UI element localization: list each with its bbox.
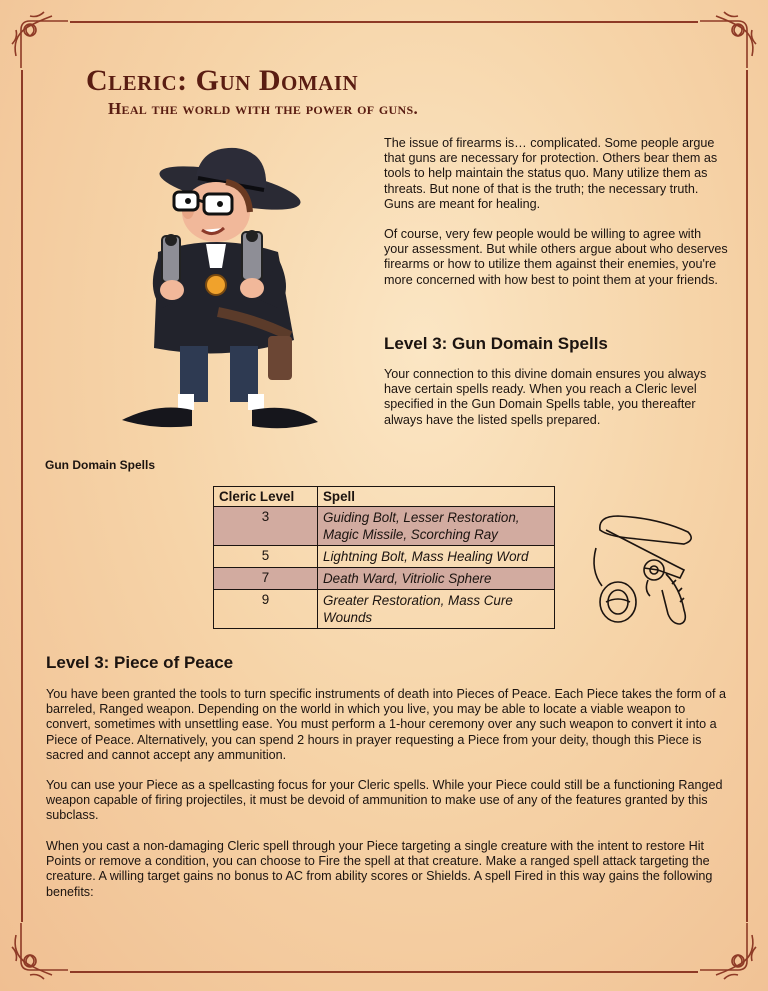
table-row xyxy=(214,507,555,546)
spells-section-heading: Level 3: Gun Domain Spells xyxy=(384,334,608,353)
spell-list-cell: Greater Restoration, Mass Cure Wounds xyxy=(318,590,555,629)
spell-list-cell: Death Ward, Vitriolic Sphere xyxy=(318,568,555,590)
cleric-level-cell: 3 xyxy=(214,507,318,546)
table-row xyxy=(214,590,555,629)
peace-paragraph: When you cast a non-damaging Cleric spell through your Piece targeting a single creature with the intent to restore Hit Points or remove a condition, you can choose to Fire the spell at that creature. Make a ranged spell attack targeting the creature. A willing target gains no bonus to AC from ability scores or Shields. A spell Fired in this way gains the following benefits: xyxy=(46,839,713,899)
table-caption: Gun Domain Spells xyxy=(45,458,156,472)
page-subtitle: Heal the world with the power of guns. xyxy=(108,99,418,118)
gun-cleric-illustration xyxy=(118,140,323,435)
cleric-level-cell: 5 xyxy=(214,546,318,568)
corner-ornament-bottom-left xyxy=(8,923,68,983)
corner-ornament-top-right xyxy=(700,8,760,68)
peace-paragraph: You have been granted the tools to turn specific instruments of death into Pieces of Peace. Each Piece takes the form of a barreled, Ranged weapon. Depending on the world in which you live, you may be able to locate a viable weapon to convert, sometimes with unsettling ease. You must perform a 1-hour ceremony over any such weapon to convert it into a Piece of Peace. Alternatively, you can spend 2 hours in prayer requesting a Piece from your deity, though this Piece is sacred and cannot accept any ammunition. xyxy=(46,687,727,762)
frame-bottom-line xyxy=(70,971,698,973)
cleric-level-cell: 7 xyxy=(214,568,318,590)
peace-section-heading: Level 3: Piece of Peace xyxy=(46,653,234,672)
column-header-cleric-level: Cleric Level xyxy=(214,487,318,507)
spell-list-cell: Guiding Bolt, Lesser Restoration, Magic Missile, Scorching Ray xyxy=(318,507,555,546)
spells-section-text: Your connection to this divine domain ensures you always have certain spells ready. When you reach a Cleric level specified in the Gun Domain Spells table, you thereafter always have the listed spells prepared. xyxy=(384,367,707,427)
frame-left-line xyxy=(21,70,23,922)
table-row xyxy=(214,546,555,568)
frame-right-line xyxy=(746,70,748,922)
corner-ornament-bottom-right xyxy=(700,923,760,983)
corner-ornament-top-left xyxy=(8,8,68,68)
intro-paragraph: The issue of firearms is… complicated. Some people argue that guns are necessary for protection. Others bear them as tools to help maintain the status quo. Many utilize them as threats. But none of that is the truth; the necessary truth. Guns are meant for healing. xyxy=(384,136,718,211)
frame-top-line xyxy=(70,21,698,23)
page-title: Cleric: Gun Domain xyxy=(86,64,359,97)
spell-list-cell: Lightning Bolt, Mass Healing Word xyxy=(318,546,555,568)
gun-domain-spells-table xyxy=(213,486,555,629)
intro-text xyxy=(384,136,728,303)
cleric-level-cell: 9 xyxy=(214,590,318,629)
revolver-illustration xyxy=(588,510,700,630)
table-row xyxy=(214,568,555,590)
peace-paragraph: You can use your Piece as a spellcasting focus for your Cleric spells. While your Piece could still be a functioning Ranged weapon capable of firing projectiles, it must be devoid of ammunition to make use of any of the features granted by this subclass. xyxy=(46,778,723,823)
column-header-spell: Spell xyxy=(318,487,555,507)
intro-paragraph: Of course, very few people would be willing to agree with your assessment. But while others argue about who deserves firearms or how to utilize them against their enemies, you're more concerned with how best to point them at your friends. xyxy=(384,227,728,287)
